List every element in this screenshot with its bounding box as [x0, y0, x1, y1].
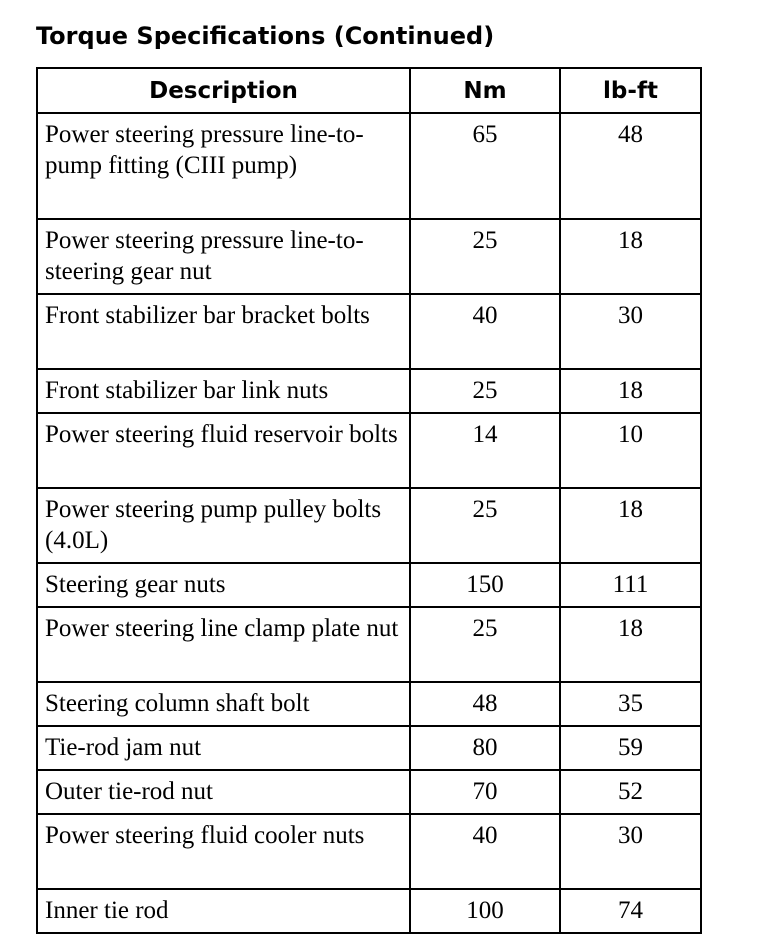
page-title: Torque Specifications (Continued) [36, 22, 495, 50]
table-row [37, 770, 701, 814]
nm-cell: 65 [410, 113, 560, 219]
lbft-cell: 52 [560, 770, 701, 814]
nm-cell: 48 [410, 682, 560, 726]
table-row [37, 113, 701, 219]
column-header-description: Description [37, 68, 410, 113]
nm-cell: 25 [410, 219, 560, 294]
description-cell: Steering gear nuts [37, 563, 410, 607]
lbft-cell: 18 [560, 369, 701, 413]
lbft-cell: 30 [560, 814, 701, 889]
lbft-cell: 18 [560, 607, 701, 682]
torque-spec-table [36, 67, 702, 934]
description-cell: Power steering fluid reservoir bolts [37, 413, 410, 488]
lbft-cell: 18 [560, 219, 701, 294]
nm-cell: 14 [410, 413, 560, 488]
description-cell: Power steering fluid cooler nuts [37, 814, 410, 889]
description-cell: Power steering pump pulley bolts (4.0L) [37, 488, 410, 563]
table-row [37, 413, 701, 488]
nm-cell: 150 [410, 563, 560, 607]
table-row [37, 814, 701, 889]
lbft-cell: 48 [560, 113, 701, 219]
lbft-cell: 74 [560, 889, 701, 933]
description-cell: Inner tie rod [37, 889, 410, 933]
nm-cell: 25 [410, 607, 560, 682]
table-row [37, 219, 701, 294]
table-row [37, 889, 701, 933]
nm-cell: 25 [410, 488, 560, 563]
lbft-cell: 30 [560, 294, 701, 369]
table-header-row [37, 68, 701, 113]
nm-cell: 25 [410, 369, 560, 413]
description-cell: Power steering line clamp plate nut [37, 607, 410, 682]
table-row [37, 726, 701, 770]
lbft-cell: 35 [560, 682, 701, 726]
lbft-cell: 18 [560, 488, 701, 563]
description-cell: Power steering pressure line-to-pump fitting (CIII pump) [37, 113, 410, 219]
lbft-cell: 10 [560, 413, 701, 488]
description-cell: Front stabilizer bar bracket bolts [37, 294, 410, 369]
table-row [37, 682, 701, 726]
description-cell: Outer tie-rod nut [37, 770, 410, 814]
lbft-cell: 111 [560, 563, 701, 607]
description-cell: Front stabilizer bar link nuts [37, 369, 410, 413]
description-cell: Tie-rod jam nut [37, 726, 410, 770]
lbft-cell: 59 [560, 726, 701, 770]
column-header-nm: Nm [410, 68, 560, 113]
table-row [37, 294, 701, 369]
table-row [37, 488, 701, 563]
table-row [37, 607, 701, 682]
table-row [37, 369, 701, 413]
description-cell: Power steering pressure line-to-steering gear nut [37, 219, 410, 294]
nm-cell: 100 [410, 889, 560, 933]
nm-cell: 40 [410, 294, 560, 369]
table-row [37, 563, 701, 607]
column-header-lbft: lb-ft [560, 68, 701, 113]
nm-cell: 70 [410, 770, 560, 814]
description-cell: Steering column shaft bolt [37, 682, 410, 726]
nm-cell: 80 [410, 726, 560, 770]
nm-cell: 40 [410, 814, 560, 889]
